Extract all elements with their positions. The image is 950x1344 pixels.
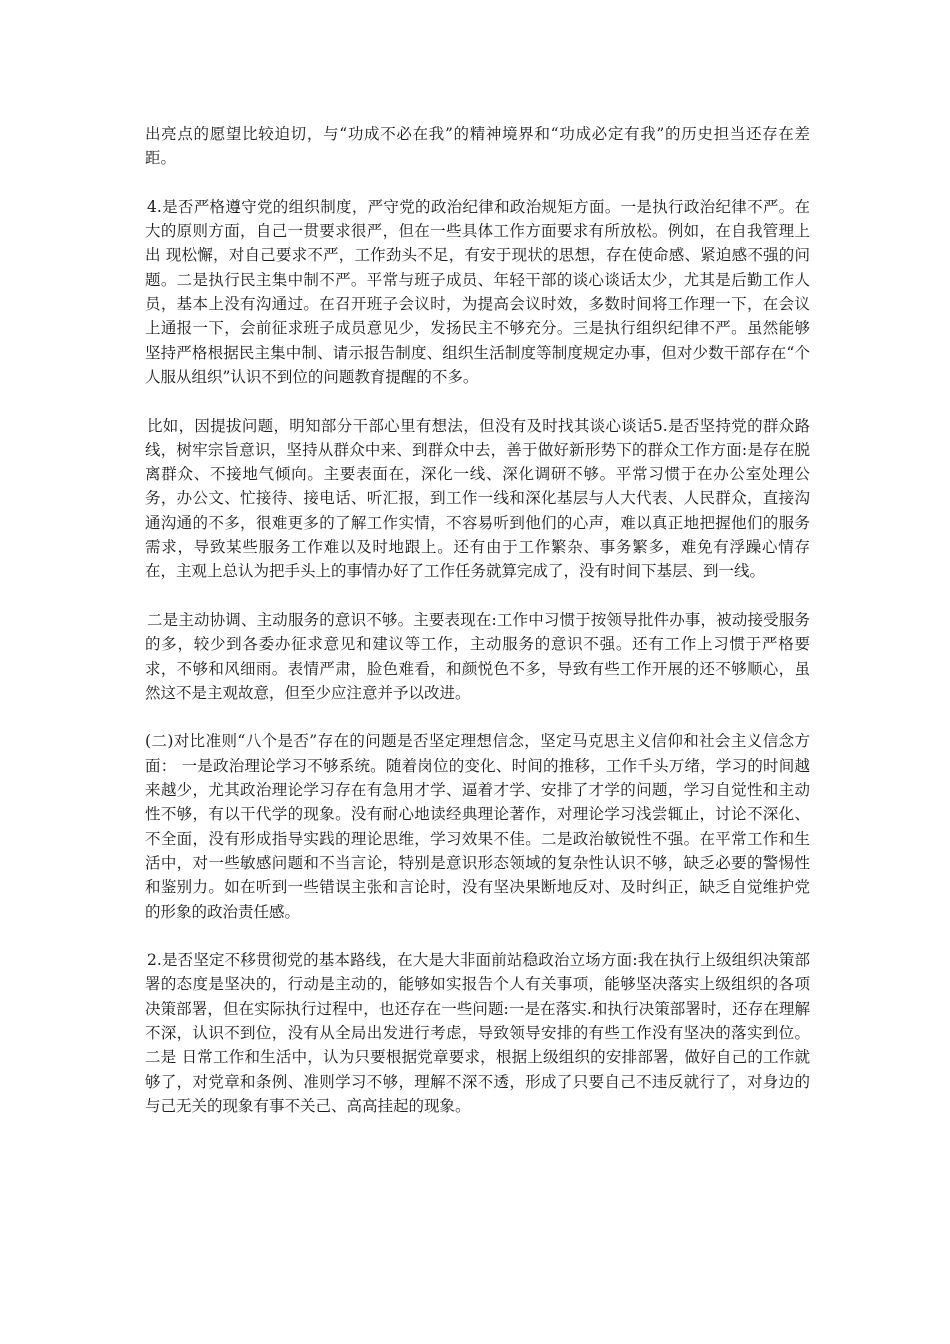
- paragraph-gap: [145, 924, 810, 948]
- paragraph-service-awareness: 二是主动协调、主动服务的意识不够。主要表现在:工作中习惯于按领导批件办事，被动接受服务的多，较少到各委办征求意见和建议等工作，主动服务的意识不强。还有工作上习惯于严格要求，不够和风细雨。表情严肃，脸色难看，和颜悦色不多，导致有些工作开展的还不够顺心，虽然这不是主观故意，但至少应注意并予以改进。: [145, 610, 810, 702]
- paragraph-basic-line: 2.是否坚定不移贯彻党的基本路线，在大是大非面前站稳政治立场方面:我在执行上级组织决策部署的态度是坚决的，行动是主动的，能够如实报告个人有关事项，能够坚决落实上级组织的各项决策部署，但在实际执行过程中，也还存在一些问题:一是在落实.和执行决策部署时，还存在理解不深，认识不到位，没有从全局出发进行考虑，导致领导安排的有些工作没有坚决的落实到位。二是 日常工作和生活中，认为只要根据党章要求，根据上级组织的安排部署，做好自己的工作就够了，对党章和条例、准则学习不够，理解不深不透，形成了只要自己不违反就行了，对身边的与己无关的现象有事不关己、高高挂起的现象。: [145, 951, 810, 1115]
- document-body: [145, 122, 810, 1118]
- paragraph-eight-questions: (二)对比准则“八个是否”存在的问题是否坚定理想信念，坚定马克思主义信仰和社会主义信念方面： 一是政治理论学习不够系统。随着岗位的变化、时间的推移，工作千头万绪，学习的时间越来越少，尤其政治理论学习存在有急用才学、逼着才学、安排了才学的问题，学习自觉性和主动性不够，有以干代学的现象。没有耐心地读经典理论著作，对理论学习浅尝辄止，讨论不深化、不全面，没有形成指导实践的理论思维，学习效果不佳。二是政治敏锐性不强。在平常工作和生活中，对一些敏感问题和不当言论，特别是意识形态领域的复杂性认识不够，缺乏必要的警惕性和鉴别力。如在听到一些错误主张和言论时，没有坚决果断地反对、及时纠正，缺乏自觉维护党的形象的政治责任感。: [145, 732, 810, 921]
- paragraph-organization-discipline: 4.是否严格遵守党的组织制度，严守党的政治纪律和政治规矩方面。一是执行政治纪律不严。在大的原则方面，自己一贯要求很严，但在一些具体工作方面要求有所放松。例如，在自我管理上出 现松懈，对自己要求不严，工作劲头不足，有安于现状的思想，存在使命感、紧迫感不强的问题。二是执行民主集中制不严。平常与班子成员、年轻干部的谈心谈话太少，尤其是后勤工作人员，基本上没有沟通过。在召开班子会议时，为提高会议时效，多数时间将工作理一下，在会议上通报一下，会前征求班子成员意见少，发扬民主不够充分。三是执行组织纪律不严。虽然能够坚持严格根据民主集中制、请示报告制度、组织生活制度等制度规定办事，但对少数干部存在“个人服从组织”认识不到位的问题教育提醒的不多。: [145, 197, 810, 386]
- paragraph-continuation: 出亮点的愿望比较迫切，与“功成不必在我”的精神境界和“功成必定有我”的历史担当还存在差距。: [145, 125, 810, 168]
- paragraph-mass-line: 比如，因提拔问题，明知部分干部心里有想法，但没有及时找其谈心谈话5.是否坚持党的群众路线，树牢宗旨意识，坚持从群众中来、到群众中去，善于做好新形势下的群众工作方面:是存在脱离群众、不接地气倾向。主要表面在，深化一线、深化调研不够。平常习惯于在办公室处理公务，办公文、忙接待、接电话、听汇报，到工作一线和深化基层与人大代表、人民群众，直接沟通沟通的不多，很难更多的了解工作实情，不容易听到他们的心声，难以真正地把握他们的服务需求，导致某些服务工作难以及时地跟上。还有由于工作繁杂、事务繁多，难免有浮躁心情存在，主观上总认为把手头上的事情办好了工作任务就算完成了，没有时间下基层、到一线。: [145, 416, 810, 581]
- paragraph-gap: [145, 584, 810, 608]
- paragraph-gap: [145, 171, 810, 195]
- paragraph-gap: [145, 705, 810, 729]
- paragraph-gap: [145, 389, 810, 413]
